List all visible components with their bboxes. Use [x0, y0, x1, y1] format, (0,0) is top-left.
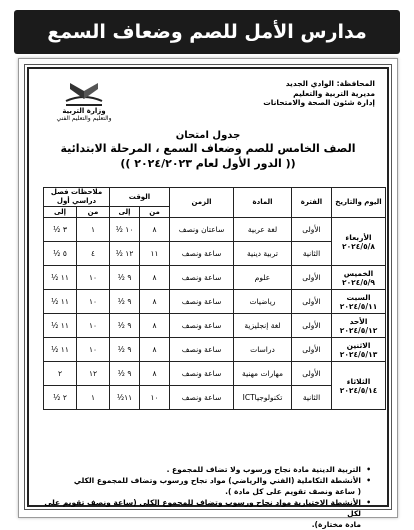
from-cell: ٨: [140, 314, 170, 338]
to-cell: ١٢ ½: [110, 242, 140, 266]
schedule-title: جدول امتحان: [175, 130, 241, 141]
subject-cell: رياضيات: [234, 290, 292, 314]
duration-cell: ساعة ونصف: [170, 266, 234, 290]
header-clock: الوقت: [110, 188, 170, 207]
from-cell: ٨: [140, 266, 170, 290]
sec-to-cell: ٥ ½: [44, 242, 77, 266]
sec-from-cell: ١٢: [77, 362, 110, 386]
admin-line: إدارة شئون الصحة والامتحانات: [263, 98, 375, 107]
day-name: الأربعاء: [345, 232, 372, 242]
note-item: • الأنشطة التكاملية (الفني والرياضي) مواد نجاح ورسوب وتضاف للمجموع الكلي: [43, 475, 361, 486]
to-cell: ١١½: [110, 386, 140, 410]
day-cell: [332, 314, 386, 338]
period-cell: الأولى: [292, 338, 332, 362]
to-cell: ١٠ ½: [110, 218, 140, 242]
from-cell: ١٠: [140, 386, 170, 410]
sec-to-cell: ٢ ½: [44, 386, 77, 410]
sec-to-cell: ١١ ½: [44, 290, 77, 314]
sec-to-cell: ١١ ½: [44, 266, 77, 290]
day-name: الأحد: [349, 316, 368, 326]
period-cell: الأولى: [292, 290, 332, 314]
period-cell: الثانية: [292, 386, 332, 410]
table-row: [44, 314, 386, 338]
note-continuation: مادة مختارة).: [311, 520, 361, 529]
day-date: ٢٠٢٤/٥/١١: [339, 301, 378, 311]
day-date: ٢٠٢٤/٥/١٤: [339, 385, 378, 395]
table-row: [44, 266, 386, 290]
sec-to-cell: ٢: [44, 362, 77, 386]
exam-document: [18, 58, 398, 529]
duration-cell: ساعة ونصف: [170, 242, 234, 266]
sec-from-cell: ٤: [77, 242, 110, 266]
table-row: [44, 362, 386, 386]
from-cell: ١١: [140, 242, 170, 266]
sec-to-cell: ٣ ½: [44, 218, 77, 242]
notes-section: [43, 464, 373, 530]
table-row: [44, 338, 386, 362]
day-name: الثلاثاء: [346, 376, 371, 386]
day-date: ٢٠٢٤/٥/٩: [342, 277, 375, 287]
header-duration: الزمن: [170, 188, 234, 218]
note-item: • التربية الدينية مادة نجاح ورسوب ولا تضاف للمجموع .: [43, 464, 361, 475]
day-date: ٢٠٢٤/٥/١٢: [339, 325, 378, 335]
period-cell: الأولى: [292, 266, 332, 290]
admin-line: المحافظة: الوادي الجديد: [285, 79, 375, 88]
period-cell: الأولى: [292, 218, 332, 242]
to-cell: ٩ ½: [110, 290, 140, 314]
subject-cell: مهارات مهنية: [234, 362, 292, 386]
from-cell: ٨: [140, 290, 170, 314]
duration-cell: ساعة ونصف: [170, 290, 234, 314]
title-block: [29, 129, 387, 171]
day-name: الاثنين: [346, 340, 371, 350]
header-period: الفترة: [292, 188, 332, 218]
day-cell: [332, 338, 386, 362]
banner-title: مدارس الأمل للصم وضعاف السمع: [47, 21, 367, 43]
from-cell: ٨: [140, 218, 170, 242]
header-to: إلى: [110, 207, 140, 218]
sec-to-cell: ١١ ½: [44, 314, 77, 338]
table-row: [44, 218, 386, 242]
administration-header: [255, 79, 375, 108]
duration-cell: ساعة ونصف: [170, 338, 234, 362]
subject-cell: علوم: [234, 266, 292, 290]
term-title: (( الدور الأول لعام ٢٠٢٤/٢٠٢٣ )): [120, 157, 296, 170]
sec-from-cell: ١٠: [77, 290, 110, 314]
period-cell: الثانية: [292, 242, 332, 266]
note-item: • الأنشطة الاختيارية مواد نجاح ورسوب وتضاف للمجموع الكلي (ساعة ونصف تقويم على لكل: [43, 497, 361, 519]
grade-title: الصف الخامس للصم وضعاف السمع ، المرحلة الابتدائية: [60, 142, 356, 155]
day-name: السبت: [346, 292, 371, 302]
sec-from-cell: ١٠: [77, 266, 110, 290]
logo-line-2: والتعليم والتعليم الفني: [56, 115, 112, 122]
header-sections: ملاحظات فصل دراسي أول: [44, 188, 110, 207]
book-emblem-icon: [62, 79, 106, 107]
day-cell: [332, 266, 386, 290]
subject-cell: تربية دينية: [234, 242, 292, 266]
header-sec-from: من: [77, 207, 110, 218]
duration-cell: ساعة ونصف: [170, 314, 234, 338]
note-continuation: ( ساعة ونصف تقويم على كل مادة ).: [225, 487, 361, 496]
header-subject: المادة: [234, 188, 292, 218]
document-frame: [27, 67, 389, 529]
day-date: ٢٠٢٤/٥/٨: [342, 241, 375, 251]
to-cell: ٩ ½: [110, 266, 140, 290]
sec-to-cell: ١١ ½: [44, 338, 77, 362]
subject-cell: لغة عربية: [234, 218, 292, 242]
header-sec-to: إلى: [44, 207, 77, 218]
ministry-logo: [49, 79, 119, 131]
subject-cell: دراسات: [234, 338, 292, 362]
to-cell: ٩ ½: [110, 362, 140, 386]
header-from: من: [140, 207, 170, 218]
school-banner: [14, 10, 400, 54]
day-name: الخميس: [343, 268, 374, 278]
day-cell: [332, 290, 386, 314]
to-cell: ٩ ½: [110, 314, 140, 338]
from-cell: ٨: [140, 362, 170, 386]
sec-from-cell: ١٠: [77, 314, 110, 338]
subject-cell: تكنولوجياICT: [234, 386, 292, 410]
exam-schedule-table: [43, 187, 386, 410]
header-day-date: اليوم والتاريخ: [332, 188, 386, 218]
day-cell: [332, 362, 386, 410]
admin-line: مديرية التربية والتعليم: [293, 88, 375, 98]
day-date: ٢٠٢٤/٥/١٣: [339, 349, 378, 359]
duration-cell: ساعة ونصف: [170, 362, 234, 386]
day-cell: [332, 218, 386, 266]
period-cell: الأولى: [292, 362, 332, 386]
to-cell: ٩ ½: [110, 338, 140, 362]
logo-line-1: وزارة التربية: [62, 107, 106, 115]
duration-cell: ساعتان ونصف: [170, 218, 234, 242]
subject-cell: لغة إنجليزية: [234, 314, 292, 338]
sec-from-cell: ١: [77, 386, 110, 410]
from-cell: ٨: [140, 338, 170, 362]
duration-cell: ساعة ونصف: [170, 386, 234, 410]
table-row: [44, 290, 386, 314]
sec-from-cell: ١٠: [77, 338, 110, 362]
sec-from-cell: ١: [77, 218, 110, 242]
period-cell: الأولى: [292, 314, 332, 338]
